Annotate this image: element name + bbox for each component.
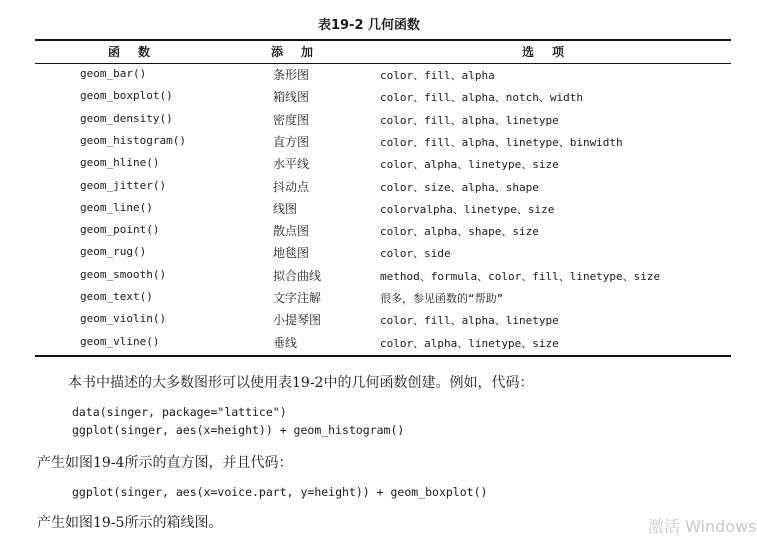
table-header-rule bbox=[35, 63, 731, 64]
row-options: color、fill、alpha bbox=[380, 69, 495, 82]
row-func: geom_vline() bbox=[80, 334, 160, 348]
row-add: 小提琴图 bbox=[273, 313, 322, 328]
row-add: 文字注解 bbox=[273, 291, 322, 305]
row-add: 散点图 bbox=[273, 224, 310, 239]
row-func: geom_text() bbox=[80, 290, 153, 303]
row-func: geom_violin() bbox=[80, 312, 167, 326]
row-options: color、alpha、linetype、size bbox=[380, 336, 559, 350]
row-func: geom_bar() bbox=[80, 67, 147, 80]
paragraph-1: 本书中描述的大多数图形可以使用表19-2中的几何函数创建。例如，代码： bbox=[68, 375, 534, 391]
row-add: 地毯图 bbox=[273, 246, 310, 261]
row-func: geom_histogram() bbox=[80, 133, 186, 147]
row-options: method、formula、color、fill、linetype、size bbox=[380, 269, 661, 283]
row-func: geom_hline() bbox=[80, 156, 160, 170]
header-func: 函数 bbox=[108, 45, 169, 59]
row-options: color、alpha、shape、size bbox=[380, 225, 539, 239]
table-top-rule bbox=[35, 39, 731, 41]
row-func: geom_smooth() bbox=[80, 267, 167, 281]
paragraph-3: 产生如图19-5所示的箱线图。 bbox=[37, 515, 223, 531]
row-options: color、fill、alpha、linetype、binwidth bbox=[380, 135, 623, 149]
row-add: 箱线图 bbox=[273, 90, 310, 105]
code-line-2: ggplot(singer, aes(x=height)) + geom_histogram() bbox=[72, 423, 405, 437]
row-func: geom_jitter() bbox=[80, 178, 167, 192]
row-add: 线图 bbox=[273, 201, 298, 216]
row-options: colorvalpha、linetype、size bbox=[380, 202, 555, 216]
row-options: color、fill、alpha、notch、width bbox=[380, 91, 583, 105]
row-func: geom_rug() bbox=[80, 245, 147, 259]
row-add: 直方图 bbox=[273, 134, 310, 149]
row-add: 水平线 bbox=[273, 157, 310, 172]
paragraph-2: 产生如图19-4所示的直方图，并且代码： bbox=[37, 455, 293, 471]
row-options: color、side bbox=[380, 247, 451, 261]
code-line-1: data(singer, package="lattice") bbox=[72, 405, 287, 419]
row-func: geom_point() bbox=[80, 223, 160, 237]
row-options: color、alpha、linetype、size bbox=[380, 158, 559, 172]
row-func: geom_line() bbox=[80, 200, 153, 214]
row-options: 很多，参见函数的“帮助” bbox=[380, 292, 504, 305]
table-caption: 表19-2 几何函数 bbox=[317, 18, 421, 33]
row-options: color、fill、alpha、linetype bbox=[380, 314, 559, 328]
row-add: 条形图 bbox=[273, 68, 310, 82]
row-options: color、fill、alpha、linetype bbox=[380, 113, 559, 127]
table-bottom-rule bbox=[35, 355, 731, 357]
row-add: 密度图 bbox=[273, 112, 310, 127]
header-opt: 选项 bbox=[522, 45, 583, 59]
row-add: 拟合曲线 bbox=[273, 268, 322, 283]
row-func: geom_boxplot() bbox=[80, 89, 173, 103]
activation-watermark: 激活 Windows bbox=[648, 517, 757, 536]
row-add: 垂线 bbox=[273, 335, 298, 350]
code-line-3: ggplot(singer, aes(x=voice.part, y=height)) + geom_boxplot() bbox=[72, 485, 488, 499]
row-add: 抖动点 bbox=[273, 179, 310, 194]
header-add: 添加 bbox=[271, 45, 332, 59]
row-func: geom_density() bbox=[80, 111, 173, 125]
row-options: color、size、alpha、shape bbox=[380, 180, 539, 194]
